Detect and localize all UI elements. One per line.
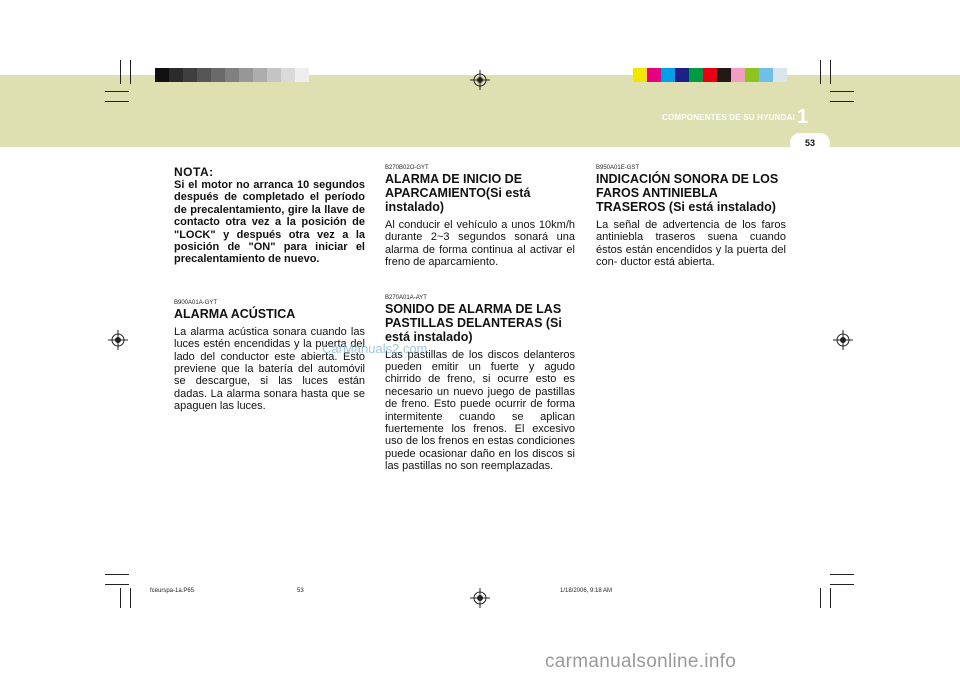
color-swatch [647,68,661,82]
color-swatch [759,68,773,82]
color-swatch [197,68,211,82]
color-calibration-bar-right [633,68,787,82]
column-middle [385,165,575,473]
color-swatch [295,68,309,82]
color-swatch [183,68,197,82]
section-code: B950A01E-GST [596,165,640,171]
color-swatch [169,68,183,82]
section-code: B900A01A-GYT [174,299,218,306]
section-code: B270A01A-AYT [385,294,427,301]
footer-page: 53 [297,588,304,594]
color-swatch [155,68,169,82]
footer-date: 1/18/2006, 9:18 AM [560,588,613,594]
registration-mark-icon [470,70,490,90]
color-swatch [675,68,689,82]
color-swatch [267,68,281,82]
section-title: ALARMA ACÚSTICA [174,306,296,321]
color-swatch [773,68,787,82]
registration-mark-icon [470,588,490,608]
color-swatch [253,68,267,82]
color-swatch [239,68,253,82]
color-swatch [281,68,295,82]
footer-filename: fceurspa-1a.P65 [150,588,195,594]
chapter-number: 1 [797,106,809,128]
color-swatch [717,68,731,82]
color-swatch [703,68,717,82]
registration-mark-icon [833,330,853,350]
color-swatch [689,68,703,82]
section-text: La señal de advertencia de los faros antiniebla traseros suena cuando éstos están encendidos y la puerta del con- ductor está abierta. [596,219,786,269]
note-title: NOTA: [174,165,214,179]
color-swatch [661,68,675,82]
note-text: Si el motor no arranca 10 segundos después de completado el período de precalentamiento, gire la llave de contacto otra vez a la posición de "LOCK" y después otra vez a la posición de "ON" para iniciar el precalentamiento de nuevo. [174,179,365,266]
color-swatch [225,68,239,82]
section-title: ALARMA DE INICIO DE APARCAMIENTO(Si está instalado) [385,172,531,214]
color-swatch [731,68,745,82]
column-left [174,165,365,413]
color-swatch [211,68,225,82]
registration-mark-icon [108,330,128,350]
watermark-bottom[interactable]: carmanualsonline.info [545,651,737,672]
section-text: Al conducir el vehículo a unos 10km/h durante 2~3 segundos sonará una alarma de forma continua al activar el freno de aparcamiento. [385,219,575,269]
section-text: La alarma acústica sonara cuando las luces estén encendidas y la puerta del lado del conductor este abierta. Esto previene que la batería del automóvil se descargue, si las luces están dadas. La alarma sonara hasta que se apaguen las luces. [174,325,365,413]
section-text: Las pastillas de los discos delanteros pueden emitir un fuerte y agudo chirrido de freno, si ocurre esto es necesario un nuevo juego de pastillas de freno. Esto puede ocurrir de forma intermitente cuando se aplican fuertemente los frenos. El excesivo uso de los frenos en estas condiciones puede ocasionar daño en los discos si las pastillas no son reemplazadas. [385,348,575,473]
section-title: INDICACIÓN SONORA DE LOS FAROS ANTINIEBLA TRASEROS (Si está instalado) [596,172,779,214]
column-right [596,165,786,269]
color-calibration-bar-left [155,68,309,82]
section-code: B270B02O-GYT [385,165,429,171]
section-title: SONIDO DE ALARMA DE LAS PASTILLAS DELANTERAS (Si está instalado) [385,301,562,344]
color-swatch [745,68,759,82]
watermark-middle: CarManuals2.com [322,341,428,356]
page-number: 53 [804,138,815,148]
chapter-title: COMPONENTES DE SU HYUNDAI [661,113,795,122]
color-swatch [633,68,647,82]
